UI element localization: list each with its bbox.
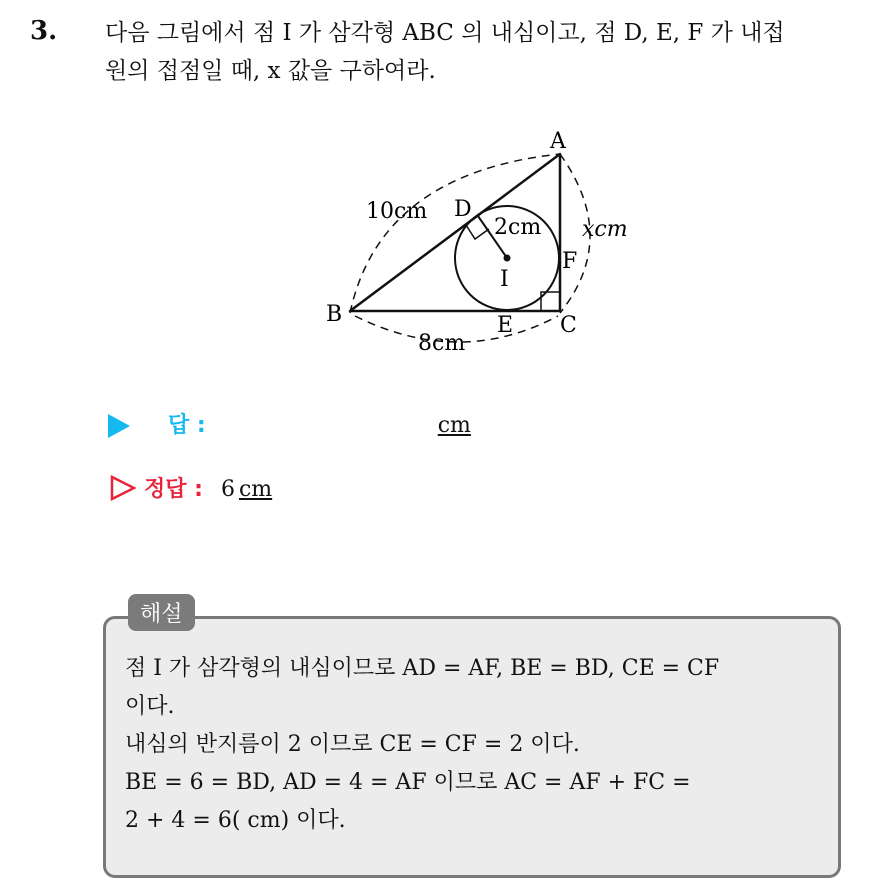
- correct-value: 6: [220, 477, 235, 502]
- correct-triangle-icon: [110, 475, 136, 501]
- explanation-text: [125, 650, 825, 840]
- label-f: F: [562, 249, 578, 274]
- problem-text: [105, 14, 865, 90]
- correct-unit: cm: [238, 477, 273, 502]
- answer-unit[interactable]: cm: [437, 413, 471, 438]
- triangle-figure: [320, 118, 660, 368]
- label-ab-length: 10cm: [366, 199, 428, 224]
- answer-triangle-icon: [108, 414, 130, 438]
- label-b: B: [326, 302, 343, 327]
- explanation-line-4: BE = 6 = BD, AD = 4 = AF 이므로 AC = AF + FC =: [125, 770, 691, 795]
- problem-text-line-1: 다음 그림에서 점 I 가 삼각형 ABC 의 내심이고, 점 D, E, F 가 내접: [105, 20, 785, 46]
- label-d: D: [454, 197, 472, 222]
- correct-answer-row: [110, 470, 272, 503]
- label-bc-length: 8cm: [418, 331, 466, 356]
- explanation-line-5: 2 + 4 = 6( cm) 이다.: [125, 808, 346, 833]
- label-a: A: [550, 129, 566, 154]
- problem-text-line-2: 원의 접점일 때, x 값을 구하여라.: [105, 58, 436, 84]
- answer-row: [108, 408, 471, 439]
- answer-label: 답 :: [168, 413, 206, 438]
- correct-label: 정답 :: [144, 477, 203, 502]
- label-radius: 2cm: [494, 215, 542, 240]
- label-ac-length: xcm: [582, 217, 628, 242]
- explanation-tag: 해설: [128, 594, 195, 631]
- label-e: E: [497, 313, 514, 338]
- problem-number: 3.: [30, 16, 58, 46]
- label-i: I: [500, 267, 509, 292]
- explanation-line-2: 이다.: [125, 694, 175, 719]
- incenter-point: [504, 255, 511, 262]
- label-c: C: [560, 313, 577, 338]
- explanation-line-3: 내심의 반지름이 2 이므로 CE = CF = 2 이다.: [125, 732, 580, 757]
- explanation-line-1: 점 I 가 삼각형의 내심이므로 AD = AF, BE = BD, CE = CF: [125, 656, 720, 681]
